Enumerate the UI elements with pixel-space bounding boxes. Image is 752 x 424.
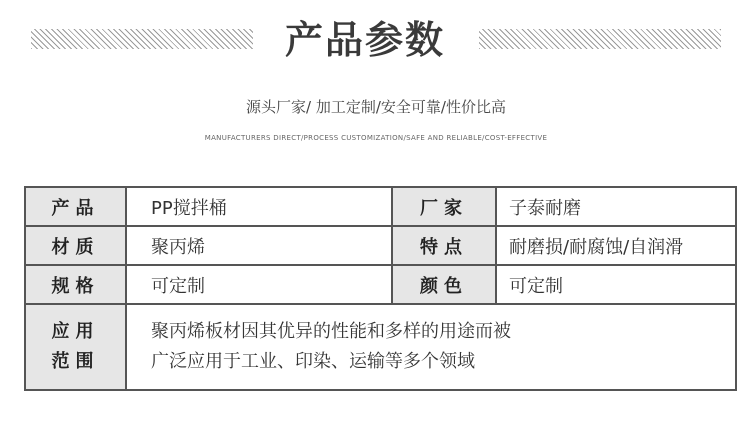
value-material: 聚丙烯 [126, 226, 392, 265]
value-manufacturer: 子泰耐磨 [496, 187, 736, 226]
table-row [25, 265, 736, 304]
label-material: 材质 [25, 226, 126, 265]
label-application-line2: 范围 [51, 351, 100, 372]
value-specification: 可定制 [126, 265, 392, 304]
value-color: 可定制 [496, 265, 736, 304]
spec-table [24, 186, 737, 391]
table-row [25, 304, 736, 390]
label-features: 特点 [392, 226, 496, 265]
page-title: 产品参数 [284, 18, 445, 62]
subtitle-chinese: 源头厂家/ 加工定制/安全可靠/性价比高 [246, 98, 506, 116]
application-text-line2: 广泛应用于工业、印染、运输等多个领域 [151, 351, 475, 372]
value-application-scope [126, 304, 736, 390]
label-specification: 规格 [25, 265, 126, 304]
value-features: 耐磨损/耐腐蚀/自润滑 [496, 226, 736, 265]
table-row [25, 226, 736, 265]
decorative-hatch-left [31, 29, 253, 49]
subtitle-english: MANUFACTURERS DIRECT/PROCESS CUSTOMIZATION/SAFE AND RELIABLE/COST-EFFECTIVE [204, 134, 548, 142]
label-color: 颜色 [392, 265, 496, 304]
decorative-hatch-right [479, 29, 721, 49]
label-product: 产品 [25, 187, 126, 226]
label-application-line1: 应用 [51, 321, 100, 342]
label-manufacturer: 厂家 [392, 187, 496, 226]
value-product: PP搅拌桶 [126, 187, 392, 226]
table-row [25, 187, 736, 226]
application-text-line1: 聚丙烯板材因其优异的性能和多样的用途而被 [151, 321, 511, 342]
label-application-scope [25, 304, 126, 390]
